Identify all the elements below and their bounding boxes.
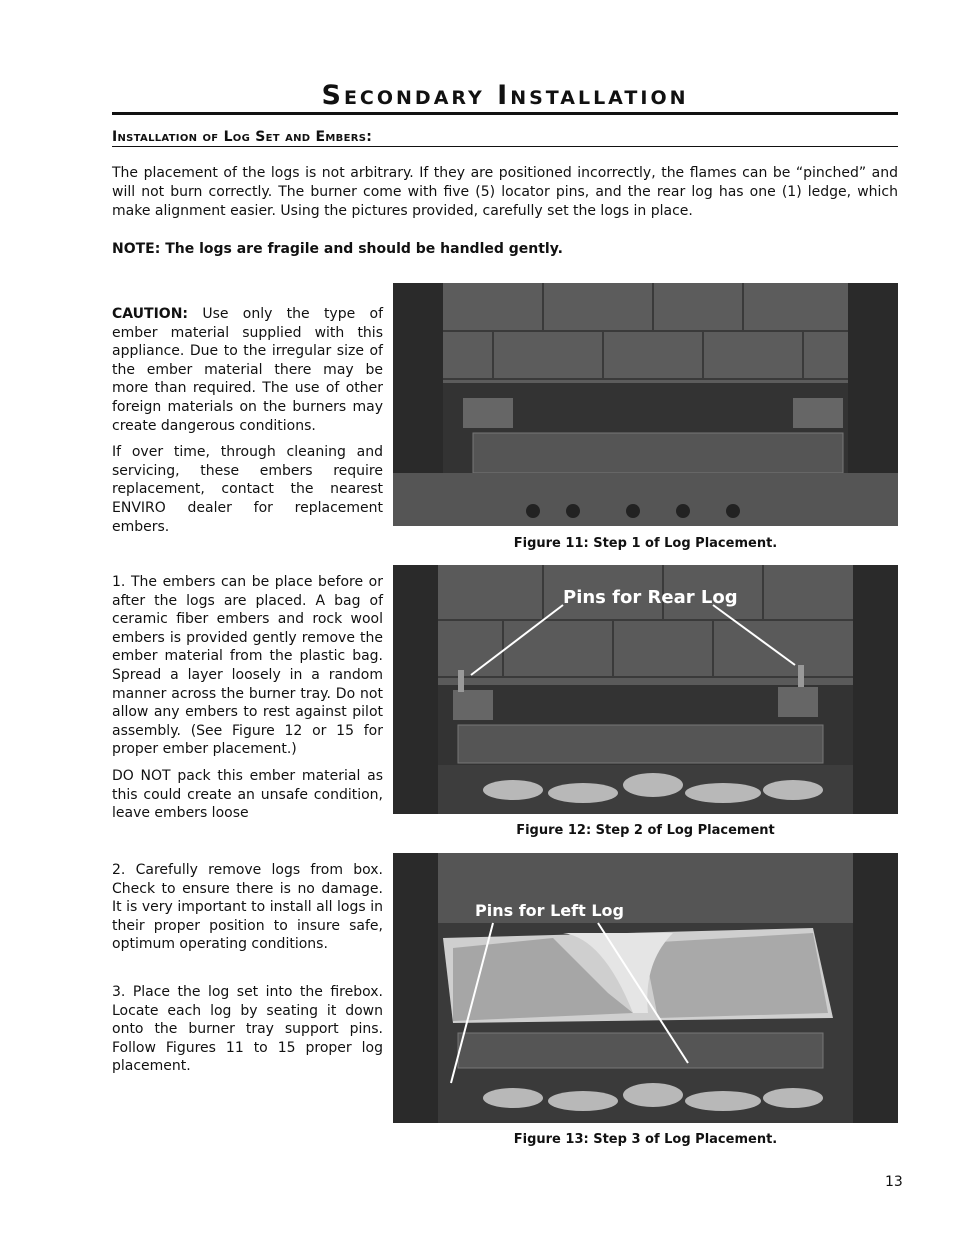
- figure-12-photo: [393, 565, 898, 814]
- figure-11-caption: Figure 11: Step 1 of Log Placement.: [513, 536, 778, 551]
- figure-12-overlay: Pins for Rear Log: [563, 587, 738, 608]
- step1-paragraph-2: DO NOT pack this ember material as this could create an unsafe condition, leave embers loose: [112, 767, 383, 822]
- caution-text: Use only the type of ember material supplied with this appliance. Due to the irregular size of the ember material there may be more than required. The use of other foreign materials on the burners may create dangerous conditions.: [112, 306, 383, 434]
- page-number: 13: [885, 1174, 903, 1190]
- caution-paragraph-2: If over time, through cleaning and servicing, these embers require replacement, contact the nearest ENVIRO dealer for replacement embers.: [112, 444, 383, 535]
- caution-label: CAUTION:: [112, 306, 189, 322]
- step2-paragraph: 2. Carefully remove logs from box. Check to ensure there is no damage. It is very important to install all logs in their proper position to insure safe, optimum operating conditions.: [112, 862, 383, 953]
- page-title: Secondary Installation: [321, 80, 689, 111]
- step1-paragraph: 1. The embers can be place before or after the logs are placed. A bag of ceramic fiber embers and rock wool embers is provided gently remove the ember material from the plastic bag. Spread a layer loosely in a random manner across the burner tray. Do not allow any embers to rest against pilot assembly. (See Figure 12 or 15 for proper ember placement.): [112, 574, 383, 758]
- figure-13-caption: Figure 13: Step 3 of Log Placement.: [513, 1132, 778, 1147]
- caution-paragraph: [112, 305, 383, 435]
- step1-block: [112, 573, 383, 831]
- figure-13-photo: [393, 853, 898, 1123]
- section-rule: [112, 146, 898, 147]
- title-rule: [112, 112, 898, 115]
- step3-paragraph: 3. Place the log set into the firebox. Locate each log by seating it down onto the burner tray support pins. Follow Figures 11 to 15 proper log placement.: [112, 984, 383, 1075]
- figure-13-overlay: Pins for Left Log: [475, 901, 624, 920]
- caution-block: [112, 305, 383, 544]
- intro-paragraph: The placement of the logs is not arbitrary. If they are positioned incorrectly, the flames can be “pinched” and will not burn correctly. The burner come with five (5) locator pins, and the rear log has one (1) ledge, which make alignment easier. Using the pictures provided, carefully set the logs in place.: [112, 165, 898, 219]
- note-paragraph: NOTE: The logs are fragile and should be handled gently.: [112, 241, 563, 257]
- section-heading: Installation of Log Set and Embers:: [112, 129, 373, 145]
- figure-11-photo: [393, 283, 898, 526]
- figure-12-caption: Figure 12: Step 2 of Log Placement: [516, 823, 775, 838]
